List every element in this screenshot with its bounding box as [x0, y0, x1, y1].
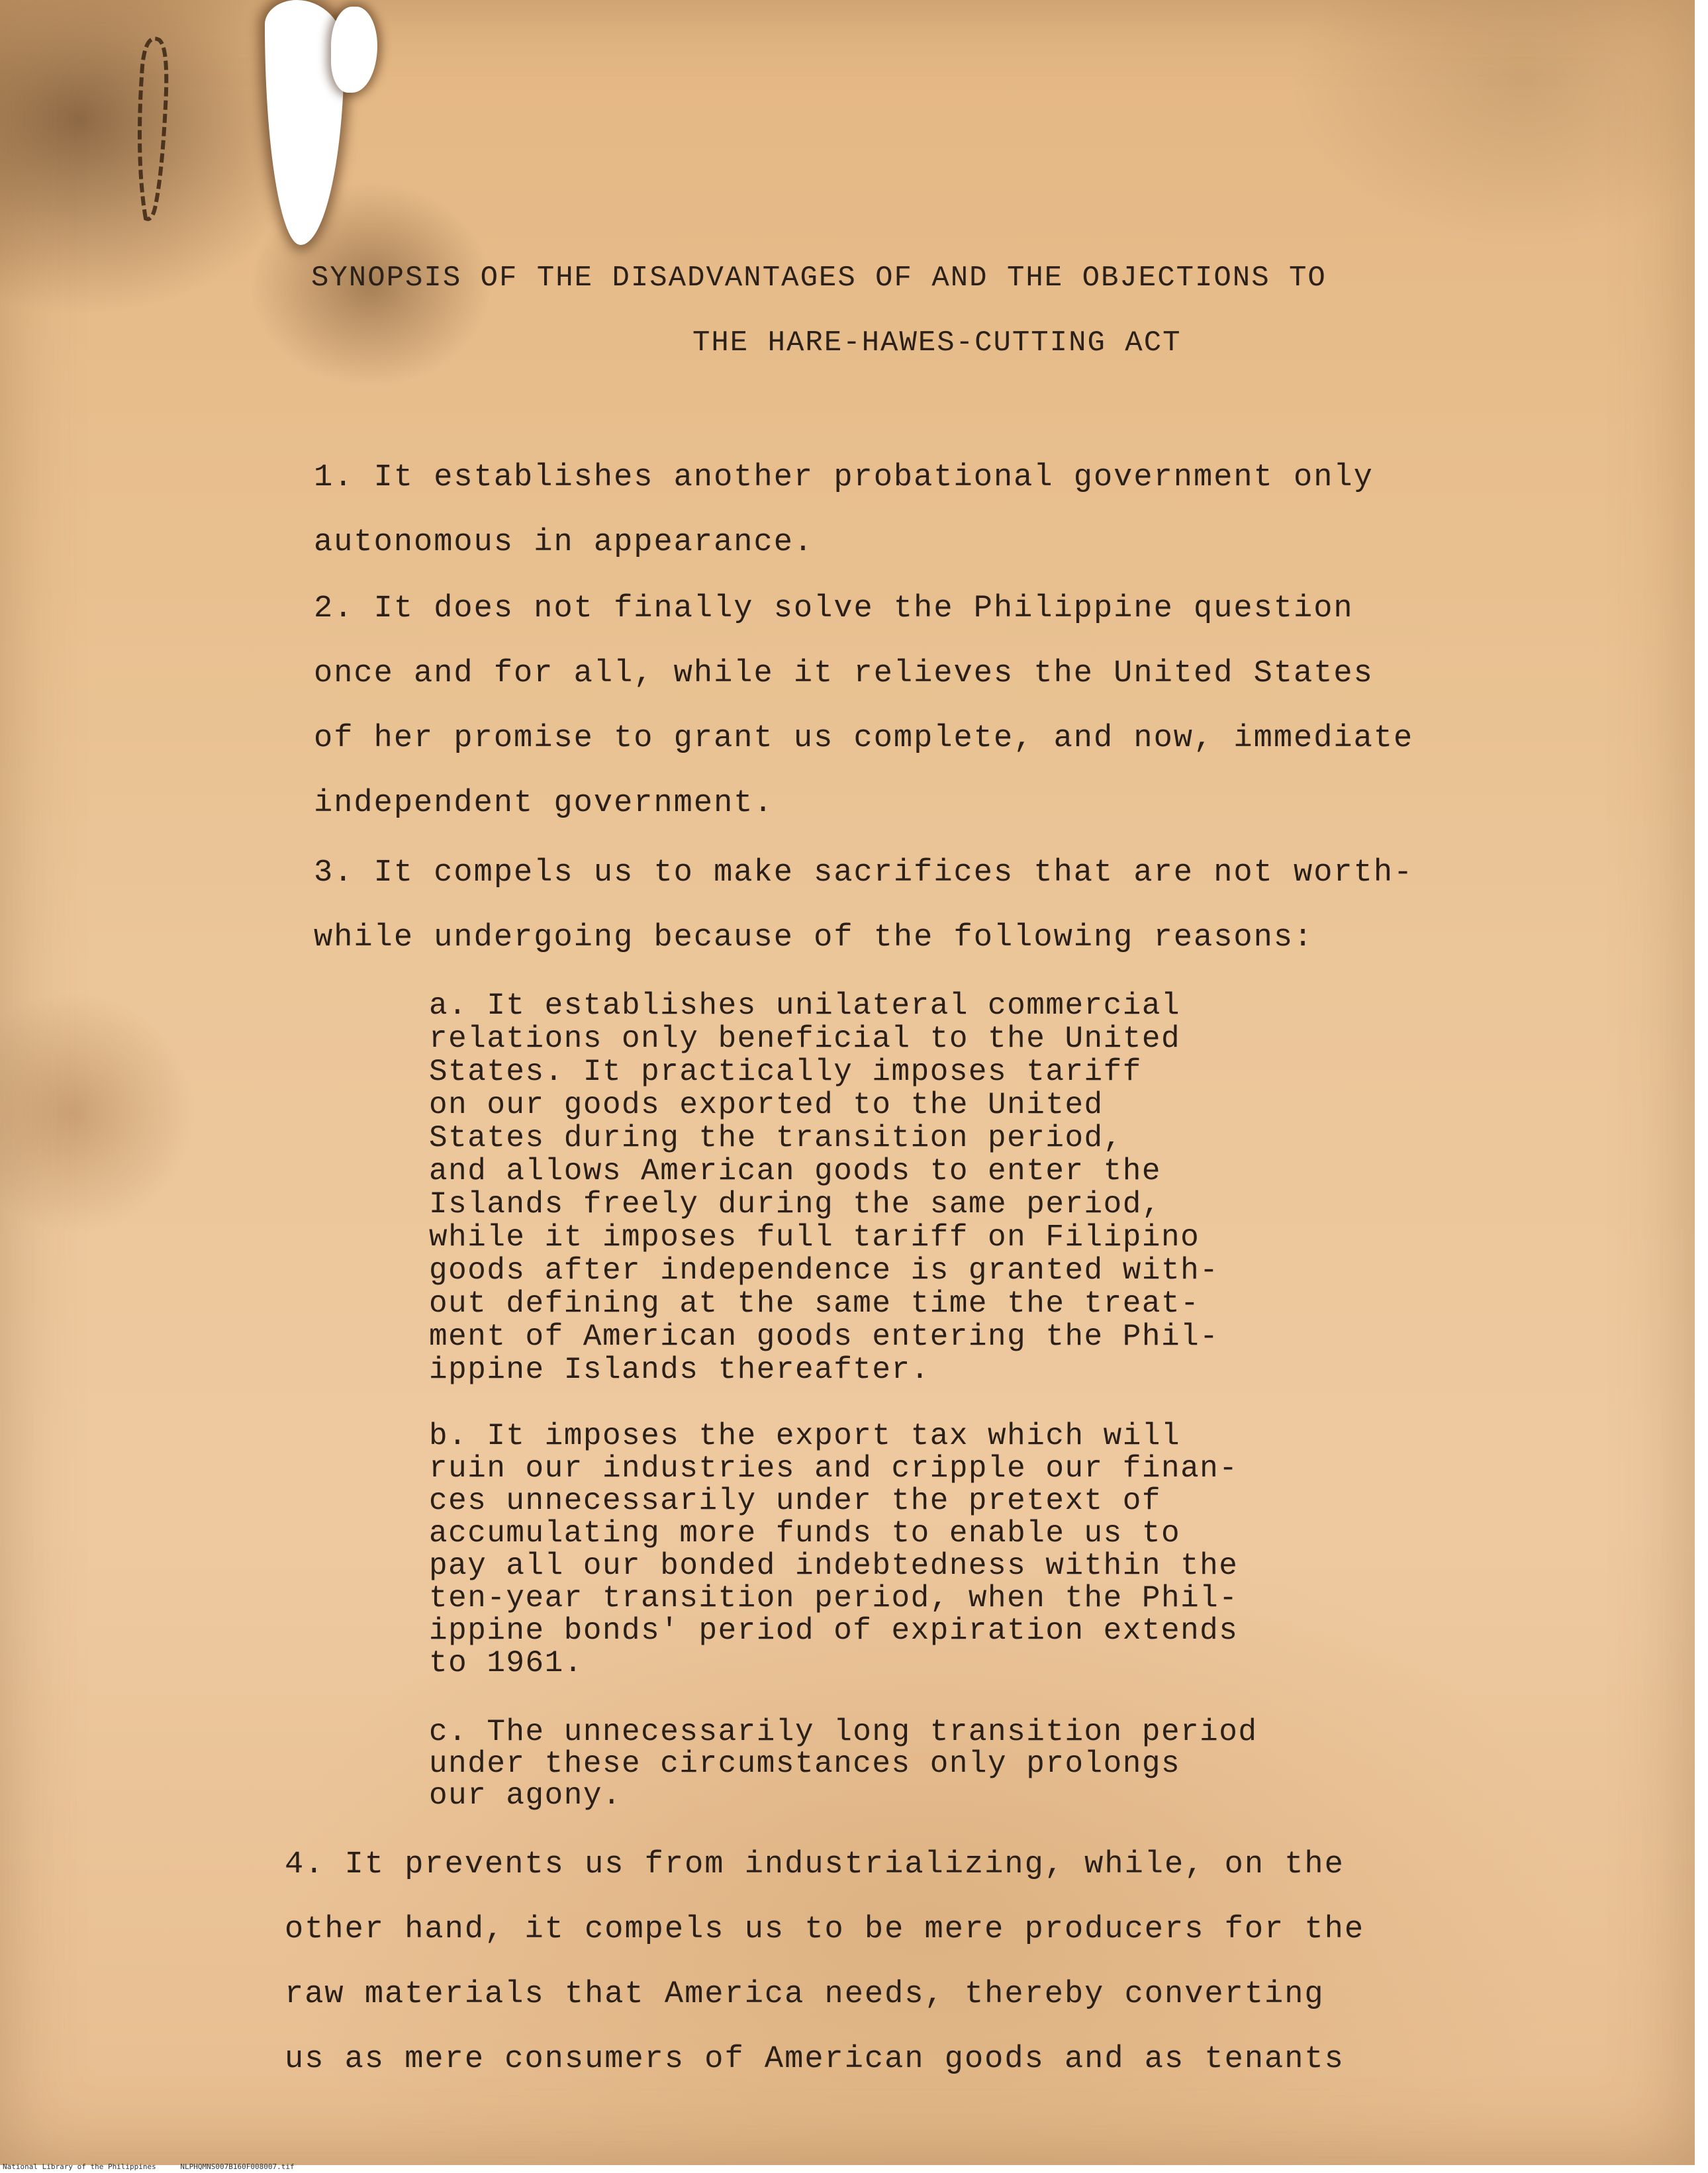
sub-a-line: a. It establishes unilateral commercial: [429, 989, 1181, 1023]
sub-a-line: relations only beneficial to the United: [429, 1022, 1181, 1056]
scan-margin: [1695, 0, 1708, 2173]
item-3-line: 3. It compels us to make sacrifices that are not worth-: [314, 855, 1414, 891]
item-2-line: once and for all, while it relieves the United States: [314, 656, 1374, 691]
item-1-line: autonomous in appearance.: [314, 525, 814, 560]
sub-c-line: c. The unnecessarily long transition period: [429, 1715, 1258, 1749]
sub-a-line: while it imposes full tariff on Filipino: [429, 1220, 1200, 1255]
sub-a-line: on our goods exported to the United: [429, 1088, 1104, 1122]
sub-a-line: goods after independence is granted with-: [429, 1253, 1219, 1288]
paperclip-stain: [132, 26, 179, 225]
sub-b-line: b. It imposes the export tax which will: [429, 1419, 1181, 1453]
item-2-line: of her promise to grant us complete, and now, immediate: [314, 721, 1414, 756]
sub-a-line: ment of American goods entering the Phil-: [429, 1320, 1219, 1354]
sub-c-line: our agony.: [429, 1778, 622, 1813]
sub-b-line: to 1961.: [429, 1646, 583, 1680]
scan-footer: [3, 2162, 314, 2171]
sub-a-line: Islands freely during the same period,: [429, 1187, 1161, 1222]
sub-b-line: pay all our bonded indebtedness within the: [429, 1549, 1239, 1583]
sub-b-line: ruin our industries and cripple our finan-: [429, 1451, 1239, 1486]
item-4-line: us as mere consumers of American goods and as tenants: [285, 2042, 1345, 2077]
item-3-line: while undergoing because of the following reasons:: [314, 920, 1314, 955]
sub-a-line: ippine Islands thereafter.: [429, 1353, 930, 1387]
item-4-line: 4. It prevents us from industrializing, while, on the: [285, 1847, 1345, 1882]
item-2-line: independent government.: [314, 786, 774, 821]
sub-b-line: ces unnecessarily under the pretext of: [429, 1484, 1161, 1518]
sub-a-line: States. It practically imposes tariff: [429, 1055, 1142, 1089]
sub-a-line: out defining at the same time the treat-: [429, 1286, 1200, 1321]
item-4-line: raw materials that America needs, thereby converting: [285, 1977, 1325, 2012]
title-line-1: SYNOPSIS OF THE DISADVANTAGES OF AND THE OBJECTIONS TO: [311, 262, 1327, 295]
item-2-line: 2. It does not finally solve the Philippine question: [314, 591, 1354, 626]
sub-a-line: and allows American goods to enter the: [429, 1154, 1161, 1188]
footer-file-id: NLPHQMNS007B160F008007.tif: [180, 2162, 295, 2171]
title-line-2: THE HARE-HAWES-CUTTING ACT: [692, 326, 1182, 360]
footer-institution: National Library of the Philippines: [3, 2162, 156, 2171]
sub-b-line: ten-year transition period, when the Phil-: [429, 1581, 1239, 1616]
sub-c-line: under these circumstances only prolongs: [429, 1747, 1181, 1781]
sub-a-line: States during the transition period,: [429, 1121, 1123, 1155]
item-1-line: 1. It establishes another probational government only: [314, 460, 1374, 495]
sub-b-line: accumulating more funds to enable us to: [429, 1516, 1181, 1551]
item-4-line: other hand, it compels us to be mere producers for the: [285, 1912, 1365, 1947]
sub-b-line: ippine bonds' period of expiration extends: [429, 1614, 1239, 1648]
